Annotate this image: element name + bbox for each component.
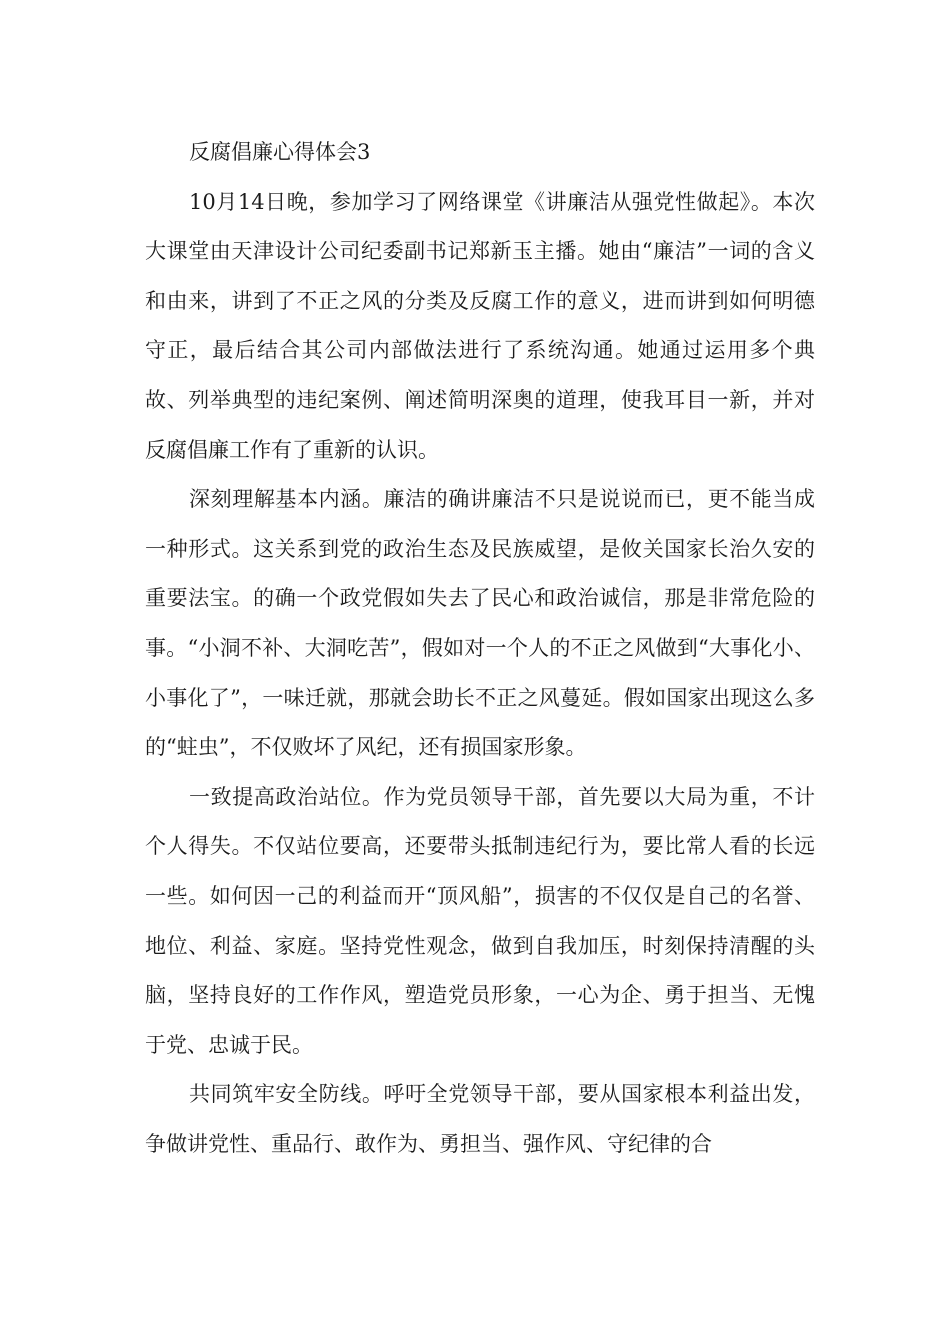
document-title: 反腐倡廉心得体会3: [189, 140, 371, 164]
paragraph-security-defense: 共同筑牢安全防线。呼吁全党领导干部，要从国家根本利益出发，争做讲党性、重品行、敢作为、勇担当、强作风、守纪律的合: [145, 1082, 815, 1156]
paragraph-understand-connotation: 深刻理解基本内涵。廉洁的确讲廉洁不只是说说而已，更不能当成一种形式。这关系到党的政治生态及民族威望，是攸关国家长治久安的重要法宝。的确一个政党假如失去了民心和政治诚信，那是非常危险的事。“小洞不补、大洞吃苦”，假如对一个人的不正之风做到“大事化小、小事化了”，一味迁就，那就会助长不正之风蔓延。假如国家出现这么多的“蛀虫”，不仅败坏了风纪，还有损国家形象。: [145, 487, 815, 760]
paragraph-political-stance: 一致提高政治站位。作为党员领导干部，首先要以大局为重，不计个人得失。不仅站位要高，还要带头抵制违纪行为，要比常人看的长远一些。如何因一己的利益而开“顶风船”，损害的不仅仅是自己的名誉、地位、利益、家庭。坚持党性观念，做到自我加压，时刻保持清醒的头脑，坚持良好的工作作风，塑造党员形象，一心为企、勇于担当、无愧于党、忠诚于民。: [145, 784, 815, 1057]
document-body: [145, 128, 815, 1169]
paragraph-intro: 10月14日晚，参加学习了网络课堂《讲廉洁从强党性做起》。本次大课堂由天津设计公司纪委副书记郑新玉主播。她由“廉洁”一词的含义和由来，讲到了不正之风的分类及反腐工作的意义，进而讲到如何明德守正，最后结合其公司内部做法进行了系统沟通。她通过运用多个典故、列举典型的违纪案例、阐述简明深奥的道理，使我耳目一新，并对反腐倡廉工作有了重新的认识。: [145, 189, 815, 462]
